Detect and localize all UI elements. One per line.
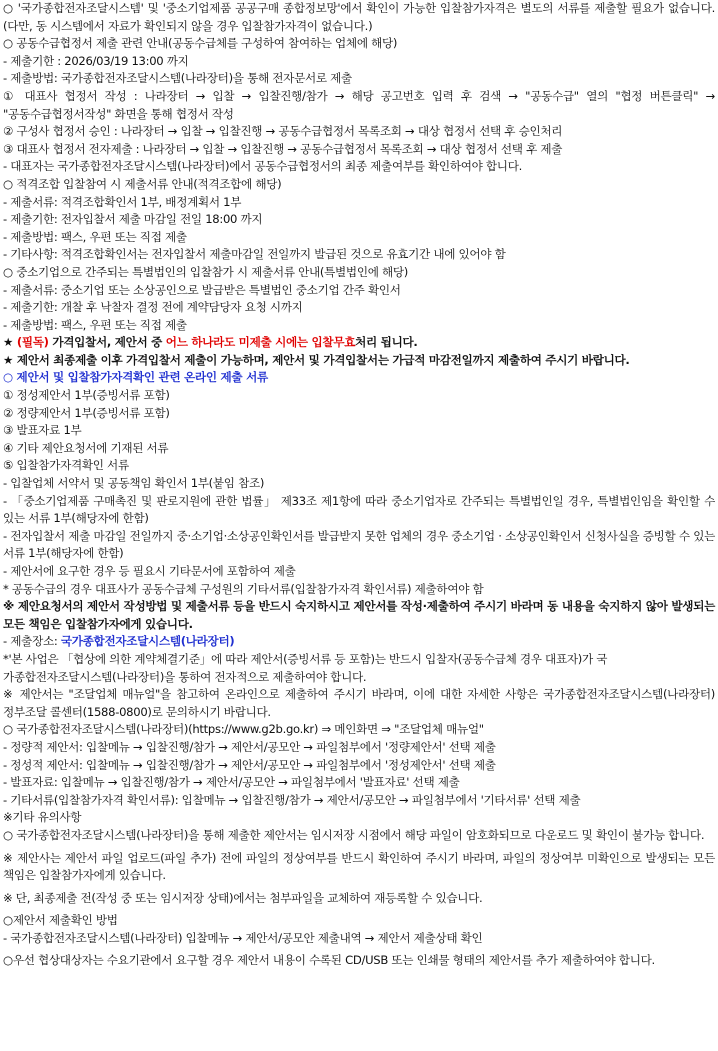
notice-line: ○ 국가종합전자조달시스템(나라장터)을 통해 제출한 제안서는 임시저장 시점에서 해당 파일이 암호화되므로 다운로드 및 확인이 불가능 합니다.: [3, 827, 705, 842]
notice-line: 가종합전자조달시스템(나라장터)을 통하여 전자적으로 제출하여야 합니다.: [3, 669, 367, 684]
notice-line: - 발표자료: 입찰메뉴 → 입찰진행/참가 → 제안서/공모안 → 파일첨부에서 '발표자료' 선택 제출: [3, 775, 460, 790]
notice-line: - 대표자는 국가종합전자조달시스템(나라장터)에서 공동수급협정서의 최종 제출여부를 확인하여야 합니다.: [3, 159, 522, 174]
notice-line: - 제출방법: 국가종합전자조달시스템(나라장터)을 통해 전자문서로 제출: [3, 71, 352, 86]
notice-line: ① 대표사 협정서 작성 : 나라장터 → 입찰 → 입찰진행/참가 → 해당 공고번호 입력 후 검색 → "공동수급" 열의 "협정 버튼클릭" → "공동수급협정서작성" 화면을 통해 협정서 작성: [3, 88, 715, 121]
notice-line: ○ 중소기업으로 간주되는 특별법인의 입찰참가 시 제출서류 안내(특별법인에 해당): [3, 264, 409, 279]
notice-line: ○ 제안서 및 입찰참가자격확인 관련 온라인 제출 서류: [3, 370, 268, 385]
notice-line: ○ 국가종합전자조달시스템(나라장터)(https://www.g2b.go.kr) ⇒ 메인화면 ⇒ "조달업체 매뉴얼": [3, 722, 484, 737]
text-segment: ★: [3, 335, 17, 350]
notice-line: ○ 공동수급협정서 제출 관련 안내(공동수급체를 구성하여 참여하는 업체에 해당): [3, 36, 398, 51]
notice-line: - 국가종합전자조달시스템(나라장터) 입찰메뉴 → 제안서/공모안 제출내역 → 제안서 제출상태 확인: [3, 930, 483, 945]
notice-line: - 정량적 제안서: 입찰메뉴 → 입찰진행/참가 → 제안서/공모안 → 파일첨부에서 '정량제안서' 선택 제출: [3, 739, 496, 754]
highlighted-text: 어느 하나라도 미제출 시에는 입찰무효: [165, 335, 356, 350]
notice-line: ③ 발표자료 1부: [3, 423, 82, 438]
text-segment: 처리 됩니다.: [355, 335, 418, 350]
notice-line: - 기타사항: 적격조합확인서는 전자입찰서 제출마감일 전일까지 발급된 것으로 유효기간 내에 있어야 함: [3, 247, 506, 262]
notice-line: - 제출기한: 개찰 후 낙찰자 결정 전에 계약담당자 요청 시까지: [3, 300, 303, 315]
notice-line: *'본 사업은 「협상에 의한 계약체결기준」에 따라 제안서(증빙서류 등 포함)는 반드시 입찰자(공동수급체 경우 대표자)가 국: [3, 651, 608, 666]
text-segment: 가격입찰서, 제안서 중: [48, 335, 166, 350]
notice-line: ★ 제안서 최종제출 이후 가격입찰서 제출이 가능하며, 제안서 및 가격입찰서는 가급적 마감전일까지 제출하여 주시기 바랍니다.: [3, 352, 630, 367]
notice-line: ※ 제안요청서의 제안서 작성방법 및 제출서류 등을 반드시 숙지하시고 제안서를 작성·제출하여 주시기 바라며 동 내용을 숙지하지 않아 발생되는 모든 책임은 입찰참가자에게 있습니다.: [3, 599, 715, 631]
notice-line: - 전자입찰서 제출 마감일 전일까지 중·소기업·소상공인확인서를 발급받지 못한 업체의 경우 중소기업 · 소상공인확인서 신청사실을 증빙할 수 있는 서류 1부(해당자에 한함): [3, 528, 715, 561]
notice-line: - 제출서류: 중소기업 또는 소상공인으로 발급받은 특별법인 중소기업 간주 확인서: [3, 282, 401, 297]
notice-line: - 제출기한: 전자입찰서 제출 마감일 전일 18:00 까지: [3, 212, 263, 227]
notice-line: ○ '국가종합전자조달시스템' 및 '중소기업제품 공공구매 종합정보망'에서 확인이 가능한 입찰참가자격은 별도의 서류를 제출할 필요가 없습니다.(다만, 동 시스템에서 자료가 확인되지 않을 경우 입찰참가자격이 없습니다.): [3, 1, 715, 33]
notice-line: ③ 대표사 협정서 전자제출 : 나라장터 → 입찰 → 입찰진행 → 공동수급협정서 목록조회 → 대상 협정서 선택 후 제출: [3, 141, 563, 156]
notice-line: ○제안서 제출확인 방법: [3, 913, 118, 928]
notice-line: - 정성적 제안서: 입찰메뉴 → 입찰진행/참가 → 제안서/공모안 → 파일첨부에서 '정성제안서' 선택 제출: [3, 757, 496, 772]
highlighted-text: (필독): [16, 335, 49, 350]
notice-line: - 제출방법: 팩스, 우편 또는 직접 제출: [3, 317, 187, 332]
notice-line: ※기타 유의사항: [3, 810, 82, 825]
notice-line: - 제출기한 : 2026/03/19 13:00 까지: [3, 53, 189, 68]
notice-line: - 제출서류: 적격조합확인서 1부, 배정계획서 1부: [3, 194, 242, 209]
notice-line: ⑤ 입찰참가자격확인 서류: [3, 458, 129, 473]
notice-line: ② 구성사 협정서 승인 : 나라장터 → 입찰 → 입찰진행 → 공동수급협정서 목록조회 → 대상 협정서 선택 후 승인처리: [3, 124, 563, 139]
notice-line: * 공동수급의 경우 대표사가 공동수급체 구성원의 기타서류(입찰참가자격 확인서류) 제출하여야 함: [3, 581, 484, 596]
notice-line: ④ 기타 제안요청서에 기재된 서류: [3, 440, 169, 455]
notice-line: [3, 633, 715, 651]
notice-line: - 「중소기업제품 구매촉진 및 판로지원에 관한 법률」 제33조 제1항에 따라 중소기업자로 간주되는 특별법인일 경우, 특별법인임을 확인할 수 있는 서류 1부(해당자에 한함): [3, 493, 715, 526]
notice-line: ① 정성제안서 1부(증빙서류 포함): [3, 388, 170, 403]
notice-line: ② 정량제안서 1부(증빙서류 포함): [3, 405, 170, 420]
notice-line: ※ 단, 최종제출 전(작성 중 또는 임시저장 상태)에서는 첨부파일을 교체하여 재등록할 수 있습니다.: [3, 890, 483, 905]
notice-line: ○우선 협상대상자는 수요기관에서 요구할 경우 제안서 내용이 수록된 CD/USB 또는 인쇄물 형태의 제안서를 추가 제출하여야 합니다.: [3, 953, 655, 968]
highlighted-text: 국가종합전자조달시스템(나라장터): [60, 634, 235, 649]
notice-line: - 기타서류(입찰참가자격 확인서류): 입찰메뉴 → 입찰진행/참가 → 제안서/공모안 → 파일첨부에서 '기타서류' 선택 제출: [3, 792, 581, 807]
notice-line: - 입찰업체 서약서 및 공동책임 확인서 1부(붙임 참조): [3, 476, 265, 491]
notice-line: - 제안서에 요구한 경우 등 필요시 기타문서에 포함하여 제출: [3, 564, 296, 578]
notice-line: ※ 제안사는 제안서 파일 업로드(파일 추가) 전에 파일의 정상여부를 반드시 확인하여 주시기 바라며, 파일의 정상여부 미확인으로 발생되는 모든 책임은 입찰참가자에게 있습니다.: [3, 850, 715, 883]
notice-line: - 제출방법: 팩스, 우편 또는 직접 제출: [3, 229, 187, 244]
notice-line: ※ 제안서는 "조달업체 매뉴얼"을 참고하여 온라인으로 제출하여 주시기 바라며, 이에 대한 자세한 사항은 국가종합전자조달시스템(나라장터) 정부조달 콜센터(1588-0800)로 문의하시기 바랍니다.: [3, 687, 715, 719]
notice-line: [3, 334, 715, 352]
text-segment: - 제출장소:: [3, 634, 61, 649]
notice-line: ○ 적격조합 입찰참여 시 제출서류 안내(적격조합에 해당): [3, 176, 282, 191]
